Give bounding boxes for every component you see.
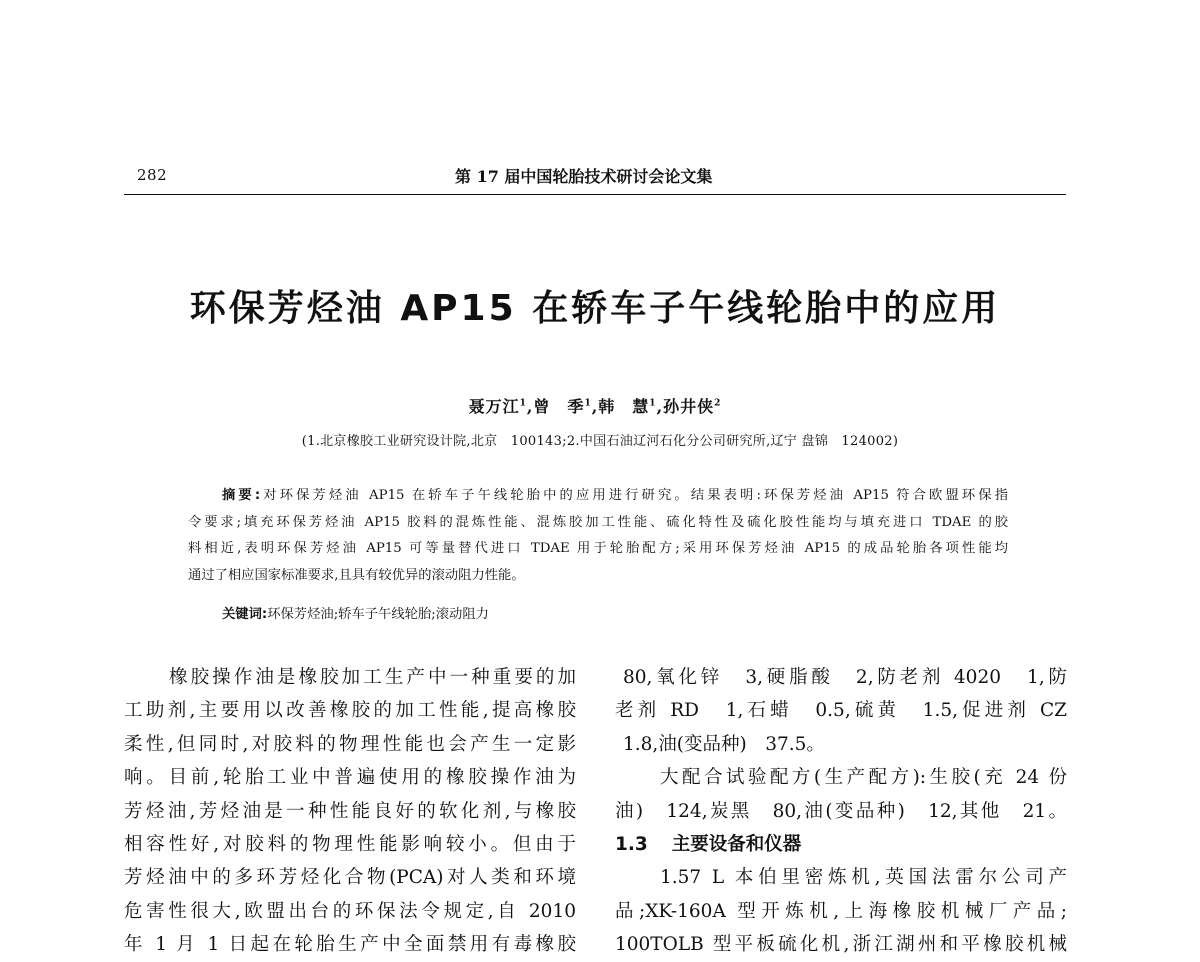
abstract-line: 料相近,表明环保芳烃油 AP15 可等量替代进口 TDAE 用于轮胎配方;采用环保芳烃油 AP15 的成品轮胎各项性能均: [188, 541, 1008, 556]
keywords-label: 关键词:: [222, 607, 268, 622]
abstract-line: 摘要:对环保芳烃油 AP15 在轿车子午线轮胎中的应用进行研究。结果表明:环保芳烃油 AP15 符合欧盟环保指: [222, 488, 1008, 503]
header-rule: [124, 194, 1066, 195]
body-line: 1.8,油(变品种) 37.5。: [623, 733, 825, 755]
body-line: 柔性,但同时,对胶料的物理性能也会产生一定影: [124, 733, 576, 755]
body-line: 100TOLB 型平板硫化机,浙江湖州和平橡胶机械: [615, 934, 1067, 956]
page-number: 282: [137, 166, 168, 184]
author: 孙井侠$^2$: [663, 397, 722, 416]
body-line: 老剂 RD 1,石蜡 0.5,硫黄 1.5,促进剂 CZ: [615, 700, 1067, 722]
body-line: 相容性好,对胶料的物理性能影响较小。但由于: [124, 834, 576, 856]
running-title: 第 17 届中国轮胎技术研讨会论文集: [455, 167, 713, 186]
author: 聂万江$^1$: [468, 397, 527, 416]
section-title: 主要设备和仪器: [671, 834, 802, 856]
body-line: 响。目前,轮胎工业中普遍使用的橡胶操作油为: [124, 767, 576, 789]
body-line: 品;XK-160A 型开炼机,上海橡胶机械厂产品;: [615, 900, 1067, 922]
keywords-text: 环保芳烃油;轿车子午线轮胎;滚动阻力: [267, 607, 489, 622]
body-left-column: [124, 661, 576, 962]
body-line: 大配合试验配方(生产配方):生胶(充 24 份: [660, 767, 1067, 789]
abstract-line: 令要求;填充环保芳烃油 AP15 胶料的混炼性能、混炼胶加工性能、硫化特性及硫化胶性能均与填充进口 TDAE 的胶: [188, 514, 1008, 530]
affiliations: (1.北京橡胶工业研究设计院,北京 100143;2.中国石油辽河石化分公司研究所,辽宁 盘锦 124002): [301, 434, 899, 449]
paper-title: 环保芳烃油 AP15 在轿车子午线轮胎中的应用: [189, 288, 1001, 329]
section-heading: [615, 828, 1067, 861]
author-list: 聂万江$^1$,曾 季$^1$,韩 慧$^1$,孙井侠$^2$: [468, 397, 722, 416]
abstract: [188, 483, 1008, 589]
body-line: 80,氧化锌 3,硬脂酸 2,防老剂 4020 1,防: [623, 667, 1067, 688]
body-line: 芳烃油中的多环芳烃化合物(PCA)对人类和环境: [124, 867, 576, 889]
abstract-label: 摘要:: [222, 488, 261, 503]
author: 韩 慧$^1$: [598, 397, 657, 416]
body-line: 橡胶操作油是橡胶加工生产中一种重要的加: [169, 667, 576, 688]
section-number: 1.3: [615, 834, 648, 856]
body-line: 工助剂,主要用以改善橡胶的加工性能,提高橡胶: [124, 700, 576, 722]
body-line: 危害性很大,欧盟出台的环保法令规定,自 2010: [124, 900, 576, 922]
body-right-column: [615, 661, 1067, 962]
body-line: 芳烃油,芳烃油是一种性能良好的软化剂,与橡胶: [124, 800, 576, 822]
author: 曾 季$^1$: [533, 397, 592, 416]
keywords: [222, 603, 489, 622]
body-line: 年 1 月 1 日起在轮胎生产中全面禁用有毒橡胶: [124, 934, 576, 956]
body-line: 1.57 L 本伯里密炼机,英国法雷尔公司产: [660, 867, 1067, 889]
abstract-line: 通过了相应国家标准要求,且具有较优异的滚动阻力性能。: [188, 567, 525, 583]
body-line: 油) 124,炭黑 80,油(变品种) 12,其他 21。: [615, 800, 1067, 822]
